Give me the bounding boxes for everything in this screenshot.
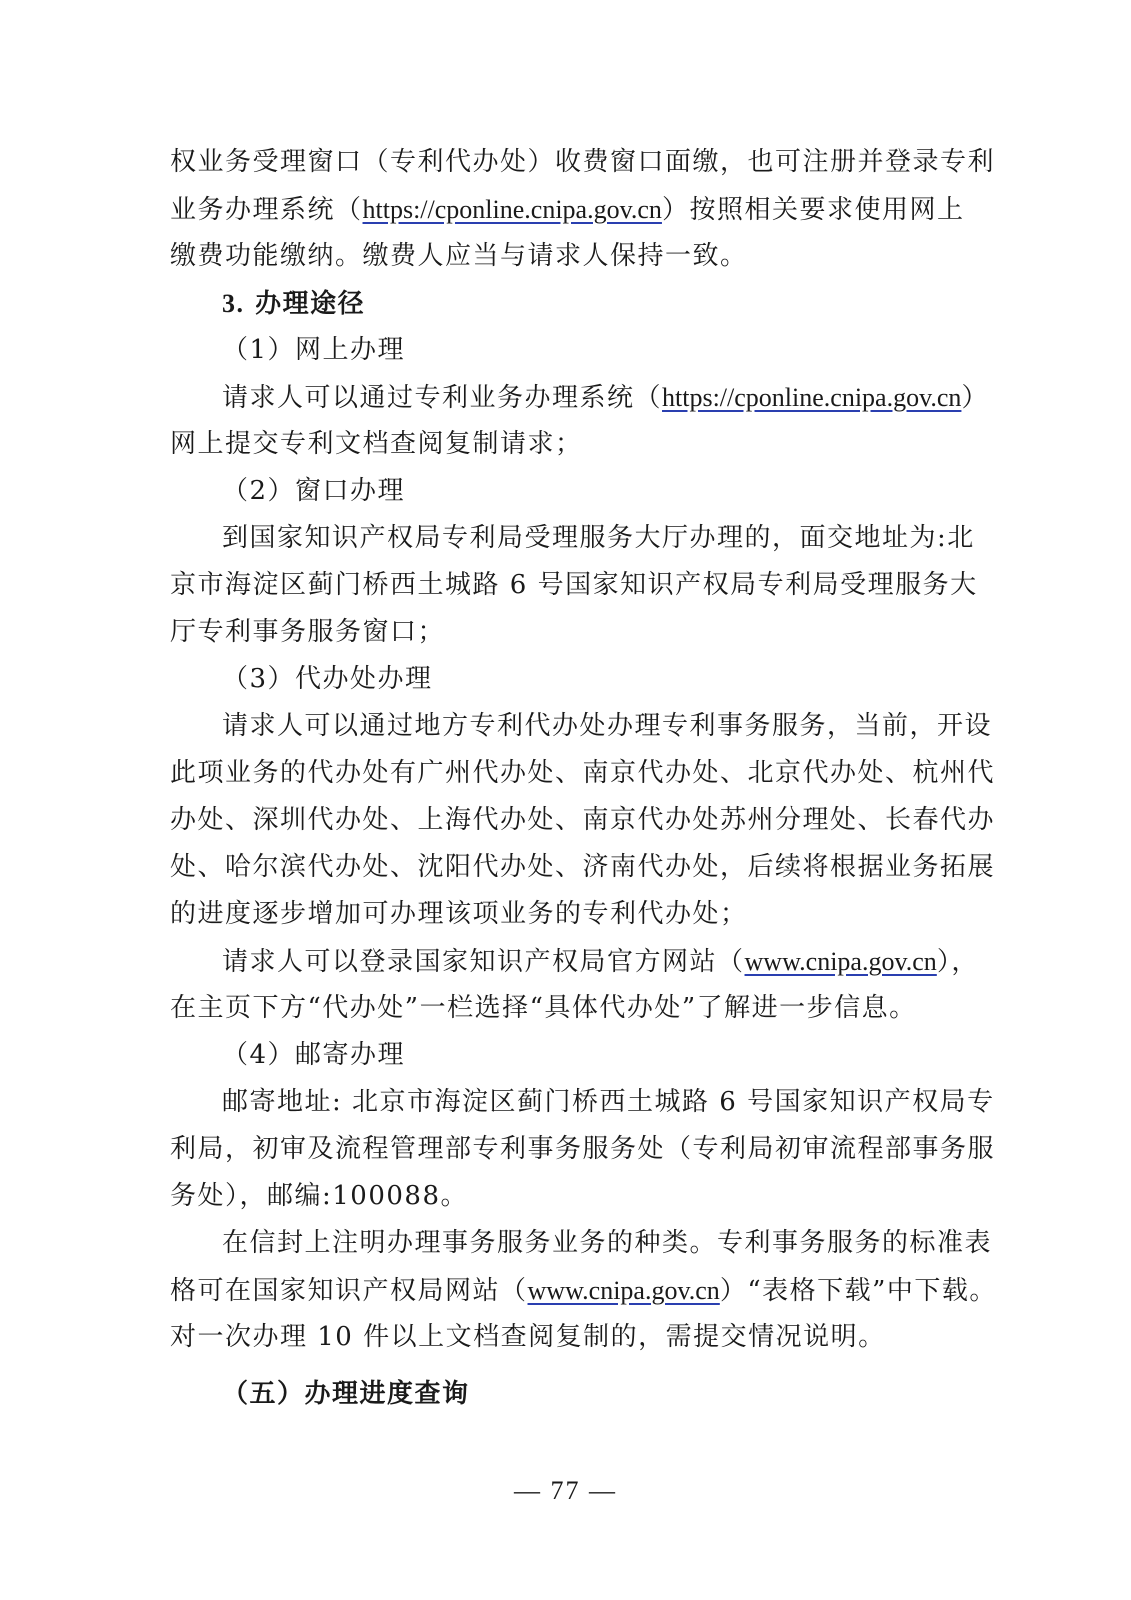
paragraph-line: 邮寄地址: 北京市海淀区蓟门桥西土城路 6 号国家知识产权局专 <box>222 1087 995 1117</box>
paragraph-line: 办处、深圳代办处、上海代办处、南京代办处苏州分理处、长春代办 <box>170 805 996 835</box>
paragraph-line: 在主页下方“代办处”一栏选择“具体代办处”了解进一步信息。 <box>170 993 917 1023</box>
paragraph-line <box>222 938 979 986</box>
paragraph-line <box>170 1267 997 1315</box>
cponline-link[interactable]: https://cponline.cnipa.gov.cn <box>662 383 962 412</box>
paragraph-line: 网上提交专利文档查阅复制请求； <box>170 429 583 459</box>
paragraph-line: 到国家知识产权局专利局受理服务大厅办理的，面交地址为:北 <box>222 523 975 553</box>
paragraph-line: 京市海淀区蓟门桥西土城路 6 号国家知识产权局专利局受理服务大 <box>170 570 978 600</box>
paragraph-line: 权业务受理窗口（专利代办处）收费窗口面缴，也可注册并登录专利 <box>170 147 996 177</box>
cponline-link[interactable]: https://cponline.cnipa.gov.cn <box>362 195 662 224</box>
page-number: — 77 — <box>514 1476 617 1505</box>
section-number: 3. <box>222 289 245 318</box>
text-fragment: ）“表格下载”中下载。 <box>719 1276 997 1306</box>
cnipa-link[interactable]: www.cnipa.gov.cn <box>744 947 937 976</box>
subsection-heading: （2）窗口办理 <box>222 476 406 506</box>
text-fragment: 格可在国家知识产权局网站（ <box>170 1276 528 1306</box>
paragraph-line: 的进度逐步增加可办理该项业务的专利代办处； <box>170 899 748 929</box>
paragraph-line <box>170 186 965 234</box>
paragraph-line: 缴费功能缴纳。缴费人应当与请求人保持一致。 <box>170 241 748 271</box>
subsection-heading: （1）网上办理 <box>222 335 406 365</box>
paragraph-line: 利局，初审及流程管理部专利事务服务处（专利局初审流程部事务服 <box>170 1134 996 1164</box>
text-fragment: 请求人可以通过专利业务办理系统（ <box>222 383 663 413</box>
paragraph-line: 务处），邮编:100088。 <box>170 1181 469 1211</box>
text-fragment: ）按照相关要求使用网上 <box>661 195 965 225</box>
subsection-heading: （4）邮寄办理 <box>222 1040 406 1070</box>
section-heading: （五）办理进度查询 <box>222 1379 470 1409</box>
text-fragment: ） <box>961 383 989 413</box>
paragraph-line <box>222 374 989 422</box>
text-fragment: 业务办理系统（ <box>170 195 363 225</box>
paragraph-line: 在信封上注明办理事务服务业务的种类。专利事务服务的标准表 <box>222 1228 993 1258</box>
section-heading <box>222 280 960 328</box>
subsection-heading: （3）代办处办理 <box>222 664 433 694</box>
text-fragment: ）， <box>936 947 979 977</box>
paragraph-line: 对一次办理 10 件以上文档查阅复制的，需提交情况说明。 <box>170 1322 886 1352</box>
paragraph-line: 处、哈尔滨代办处、沈阳代办处、济南代办处，后续将根据业务拓展 <box>170 852 996 882</box>
cnipa-link[interactable]: www.cnipa.gov.cn <box>527 1276 720 1305</box>
paragraph-line: 厅专利事务服务窗口； <box>170 617 446 647</box>
text-fragment: 请求人可以登录国家知识产权局官方网站（ <box>222 947 745 977</box>
section-title: 办理途径 <box>255 289 366 319</box>
paragraph-line: 请求人可以通过地方专利代办处办理专利事务服务，当前，开设 <box>222 711 993 741</box>
paragraph-line: 此项业务的代办处有广州代办处、南京代办处、北京代办处、杭州代 <box>170 758 996 788</box>
